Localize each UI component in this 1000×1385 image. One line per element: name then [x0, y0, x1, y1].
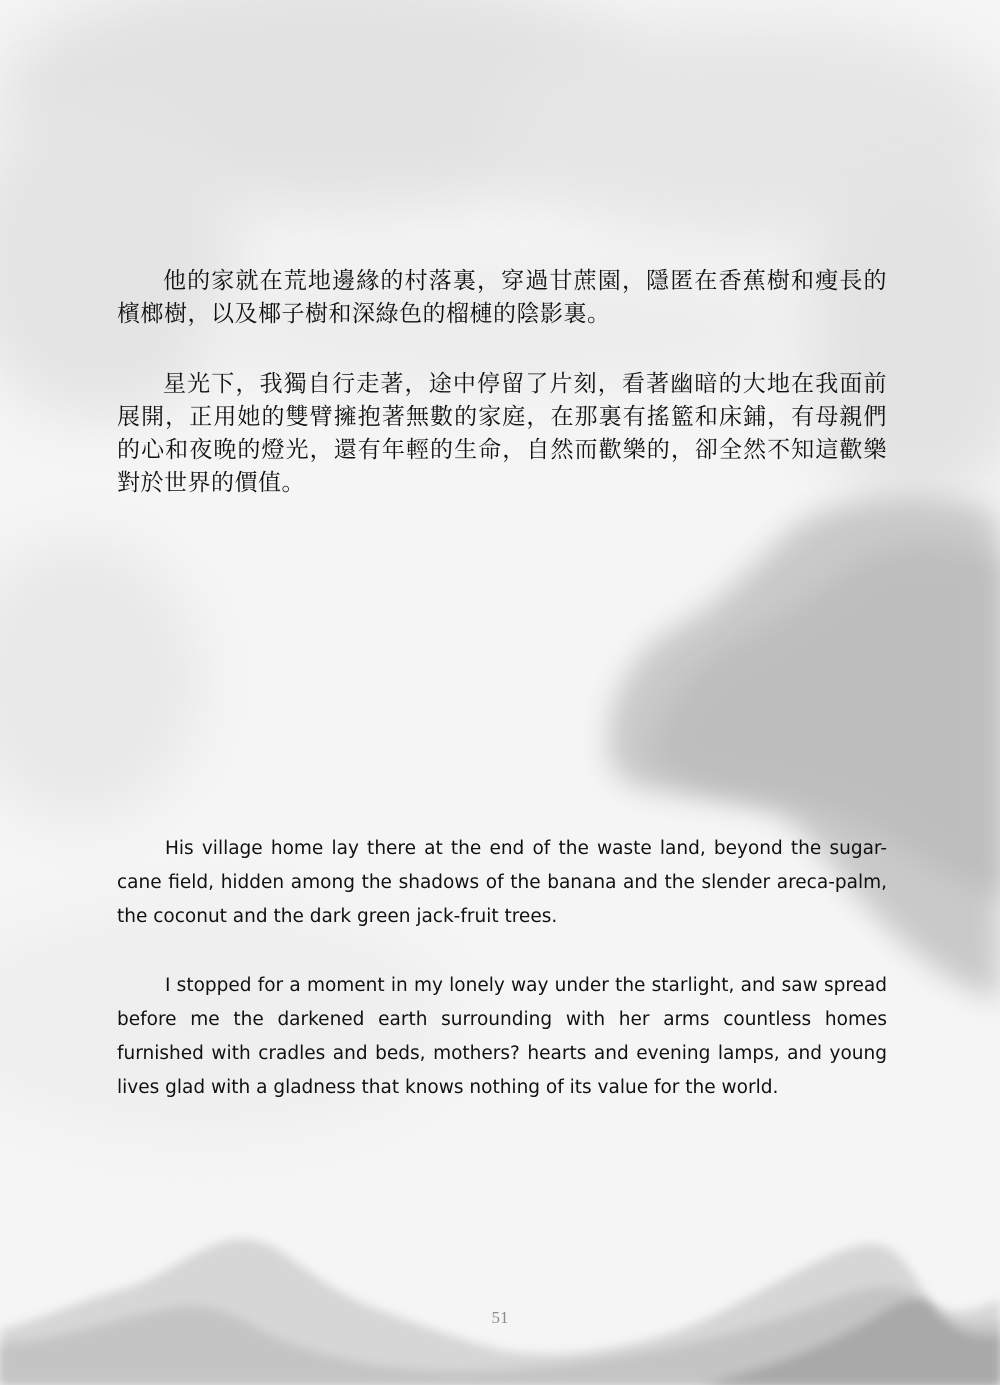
chinese-paragraph-2: 星光下，我獨自行走著，途中停留了片刻，看著幽暗的大地在我面前展開，正用她的雙臂擁抱著無數的家庭，在那裏有搖籃和床鋪，有母親們的心和夜晚的燈光，還有年輕的生命，自然而歡樂的，卻全然不知這歡樂對於世界的價值。	[117, 371, 887, 496]
chinese-paragraph-1: 他的家就在荒地邊緣的村落裏，穿過甘蔗園，隱匿在香蕉樹和瘦長的檳榔樹，以及椰子樹和深綠色的榴槤的陰影裏。	[117, 268, 887, 327]
english-paragraph-2: I stopped for a moment in my lonely way under the starlight, and saw spread before me the darkened earth surrounding with her arms countless homes furnished with cradles and beds, mothers? hearts and evening lamps, and young lives glad with a gladness that knows nothing of its value for the world.	[117, 975, 887, 1098]
page-number: 51	[491, 1308, 509, 1327]
english-paragraph-1: His village home lay there at the end of the waste land, beyond the sugar-cane field, hidden among the shadows of the banana and the slender areca-palm, the coconut and the dark green jack-fruit trees.	[117, 838, 887, 927]
